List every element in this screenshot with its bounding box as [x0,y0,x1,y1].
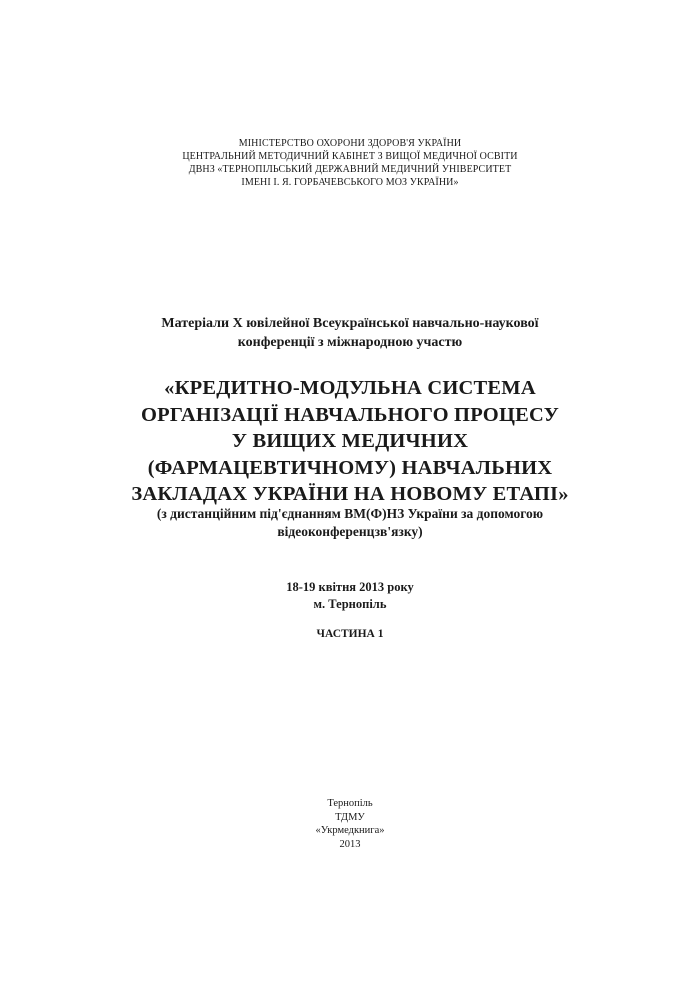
publisher-imprint [0,797,700,851]
header-line: ЦЕНТРАЛЬНИЙ МЕТОДИЧНИЙ КАБІНЕТ З ВИЩОЇ МЕДИЧНОЇ ОСВІТИ [182,151,518,162]
title-line: ОРГАНІЗАЦІЇ НАВЧАЛЬНОГО ПРОЦЕСУ [141,403,559,426]
imprint-institution: ТДМУ [335,811,365,823]
materials-line: Матеріали Х ювілейної Всеукраїнської навчально-наукової [161,316,539,331]
imprint-publisher: «Укрмедкнига» [315,825,385,836]
imprint-city: Тернопіль [327,798,373,809]
event-place: м. Тернопіль [313,597,387,611]
header-line: ДВНЗ «ТЕРНОПІЛЬСЬКИЙ ДЕРЖАВНИЙ МЕДИЧНИЙ УНІВЕРСИТЕТ [188,164,512,175]
part-label-block [0,627,700,642]
materials-line: конференції з міжнародною участю [237,335,463,350]
event-date-place [0,579,700,613]
title-line: (ФАРМАЦЕВТИЧНОМУ) НАВЧАЛЬНИХ [147,456,553,479]
event-date: 18-19 квітня 2013 року [286,580,414,594]
part-label: ЧАСТИНА 1 [316,628,384,640]
imprint-year: 2013 [339,838,361,850]
ministry-header [0,137,700,189]
title-line: «КРЕДИТНО-МОДУЛЬНА СИСТЕМА [164,377,536,399]
conference-materials-caption [0,314,700,352]
conference-subtitle [0,505,700,541]
header-line: ІМЕНІ І. Я. ГОРБАЧЕВСЬКОГО МОЗ УКРАЇНИ» [241,177,459,188]
title-line: У ВИЩИХ МЕДИЧНИХ [231,430,469,452]
header-line: МІНІСТЕРСТВО ОХОРОНИ ЗДОРОВ'Я УКРАЇНИ [238,138,462,149]
subtitle-line: (з дистанційним під'єднанням ВМ(Ф)НЗ України за допомогою [156,506,544,521]
subtitle-line: відеоконференцзв'язку) [277,524,423,539]
conference-title [0,375,700,508]
title-line: ЗАКЛАДАХ УКРАЇНИ НА НОВОМУ ЕТАПІ» [131,483,569,505]
